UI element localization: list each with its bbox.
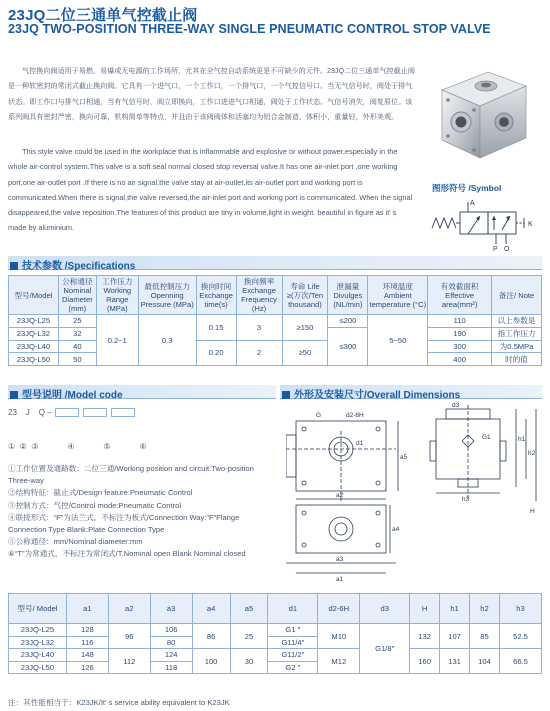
spec-header: 型号/Model (9, 276, 59, 315)
dim-cell-d3: G1/8″ (360, 624, 410, 674)
spec-header: 有效截面积 Effective area(mm²) (428, 276, 492, 315)
dim-cell-d1: G11/4″ (268, 636, 318, 649)
spec-cell-diameter: 32 (58, 327, 96, 340)
spec-cell-area: 300 (428, 340, 492, 353)
model-code-notes (8, 463, 276, 561)
dim-header: 型号/ Model (9, 594, 67, 624)
spec-table (8, 275, 542, 366)
dim-label: a3 (336, 556, 344, 563)
dim-cell-h3: 66.5 (499, 649, 541, 674)
spec-row (9, 315, 542, 328)
dim-cell-d1: G1 ″ (268, 624, 318, 637)
spec-section-title: 技术参数 /Specifications (10, 257, 135, 272)
dim-label: d3 (452, 402, 460, 409)
spec-header: 泄漏量 Divulges (NL/min) (328, 276, 368, 315)
spec-cell-leak: ≤200 (328, 315, 368, 328)
spec-cell-exchange-time: 0.20 (196, 340, 236, 366)
model-code-note: ③控制方式：气控/Control mode:Pneumatic Control (8, 500, 182, 510)
code-part: 23 (8, 408, 17, 417)
dim-cell-a3: 106 (150, 624, 192, 637)
dim-header: d3 (360, 594, 410, 624)
spec-header: 最低控制压力 Openning Pressure (MPa) (138, 276, 196, 315)
spec-cell-frequency: 3 (236, 315, 282, 341)
valve-product-image (428, 62, 536, 170)
code-box (55, 408, 79, 417)
dim-cell-model: 23JQ-L40 (9, 649, 67, 662)
dim-header: h2 (470, 594, 500, 624)
code-marker: ⑥ (139, 442, 147, 451)
dim-cell-a3: 80 (150, 636, 192, 649)
spec-cell-model: 23JQ-L25 (9, 315, 59, 328)
spec-cell-life: ≥150 (282, 315, 328, 341)
page-title-cn: 23JQ二位三通单气控截止阀 (8, 7, 198, 24)
dim-cell-model: 23JQ-L32 (9, 636, 67, 649)
spec-cell-temperature: 5~50 (368, 315, 428, 366)
dim-cell-a4: 100 (192, 649, 230, 674)
model-code-note: ④联接形式：“F”为法兰式，不标注为板式/Connection Way:“F”Flange Connection Type Blank:Plate Connection Type (8, 512, 240, 535)
dim-header-row (9, 594, 542, 624)
spec-cell-area: 190 (428, 327, 492, 340)
dim-cell-h1: 107 (440, 624, 470, 649)
model-code-note: ②结构特征：截止式/Design feature:Pneumatic Control (8, 488, 193, 498)
overall-dimensions-drawing (286, 401, 542, 581)
description-en: This style valve could be used in the workplace that is inflammable and explosive or without power,especially in the whole air-control system.This valve is a soft seal normal closed stop reversal valve.It has one air-inlet port ,one working port,one air-outlet port .If there is no air signal,the valve stay at air-outlet,its air-outlet port and working port is communicated.When there is signal,the valve reversed,the air-inlet port and working port is communicated. When the signal disappeared,the valve reposition.The features of this product are tiny in volume,light in weight. beautiful in figure as it' s made by aluminium. (8, 147, 413, 233)
dim-cell-d1: G11/2″ (268, 649, 318, 662)
spec-cell-diameter: 25 (58, 315, 96, 328)
valve-symbol-diagram (428, 194, 540, 252)
spec-header: 环境温度 Ambient temperature (°C) (368, 276, 428, 315)
dim-cell-H: 160 (410, 649, 440, 674)
model-code-note: ①工作位置及通路数：二位三通/Working position and circuit:Two-position Three-way (8, 464, 254, 486)
dim-label: a5 (400, 454, 408, 461)
dim-cell-h1: 131 (440, 649, 470, 674)
spec-header: 工作压力 Working Range (MPa) (96, 276, 138, 315)
spec-header-row (9, 276, 542, 315)
spec-cell-diameter: 40 (58, 340, 96, 353)
dim-cell-model: 23JQ-L25 (9, 624, 67, 637)
spec-cell-diameter: 50 (58, 353, 96, 366)
spec-header: 备注/ Note (492, 276, 542, 315)
dim-label: h2 (528, 450, 536, 457)
spec-cell-working-range: 0.2~1 (96, 315, 138, 366)
spec-cell-opening-pressure: 0.3 (138, 315, 196, 366)
dim-cell-a3: 118 (150, 661, 192, 674)
model-code-note: ⑥“T”为常通式，不标注为常闭式/T.Nominal open Blank Nominal closed (8, 549, 246, 559)
dim-header: a3 (150, 594, 192, 624)
dim-label: G1 (482, 434, 491, 441)
dim-cell-a5: 30 (230, 649, 268, 674)
dim-label: a2 (336, 492, 344, 499)
spec-cell-model: 23JQ-L50 (9, 353, 59, 366)
dim-label: G (316, 412, 322, 419)
symbol-label-o: O (504, 246, 510, 252)
description-cn: 气控换向阀适用于易燃、易爆或无电源的工作场所，尤其在全气控自动系统更是不可缺少的元件。23JQ二位三通单气控截止阀是一种软密封的常闭式截止换向阀。它具有一个进气口，一个工作口，一个排气口，一个气控信号口。当无气信号时，阀处于排气状态。即工作口与排气口相通，当有气信号时，阀立即换向，工作口进进气口相通，阀处于工作状态。气信号消失，阀复原位。该系列阀具有密封严密，换向可靠，机构简单等特点，并且由于该阀阀体和活塞均为铝合金制造，体积小，重量轻，外形美观。 (8, 67, 415, 121)
dim-header: h1 (440, 594, 470, 624)
spec-cell-model: 23JQ-L40 (9, 340, 59, 353)
dims-section-title: 外形及安装尺寸/Overall Dimensions (282, 386, 460, 401)
dim-label: d1 (356, 440, 364, 447)
dim-label: d2-6H (346, 412, 364, 419)
model-code-section-title: 型号说明 /Model code (10, 386, 123, 401)
dim-label: H (530, 508, 535, 515)
dim-cell-H: 132 (410, 624, 440, 649)
spec-row (9, 340, 542, 353)
spec-header: 寿命 Life ≥(万次/Ten thousand) (282, 276, 328, 315)
dim-cell-h2: 104 (470, 649, 500, 674)
dim-label: a4 (392, 526, 400, 533)
spec-header: 换向频率 Exchange Frequency (Hz) (236, 276, 282, 315)
spec-header: 换向时间 Exchange time(s) (196, 276, 236, 315)
dim-cell-a5: 25 (230, 624, 268, 649)
dim-header: a2 (108, 594, 150, 624)
dim-cell-d1: G2 ″ (268, 661, 318, 674)
spec-cell-frequency: 2 (236, 340, 282, 366)
code-box (111, 408, 135, 417)
dim-cell-a1: 148 (66, 649, 108, 662)
dim-header: d2-6H (318, 594, 360, 624)
dim-cell-a3: 124 (150, 649, 192, 662)
symbol-label-a: A (470, 200, 475, 207)
symbol-label-p: P (493, 246, 498, 252)
symbol-label-k: K (528, 221, 533, 228)
spec-cell-area: 110 (428, 315, 492, 328)
model-code-markers (8, 442, 147, 451)
footnote: 注：其性能相当于：K23JK/It' s service ability equivalent to K23JK (8, 698, 230, 707)
spec-cell-life: ≥50 (282, 340, 328, 366)
dim-cell-a4: 86 (192, 624, 230, 649)
dim-cell-a1: 128 (66, 624, 108, 637)
code-part: J (25, 408, 30, 417)
symbol-title: 图形符号 /Symbol (432, 183, 502, 193)
spec-cell-note: 为0.5MPa (492, 340, 542, 353)
code-marker: ③ (31, 442, 39, 451)
dim-header: a5 (230, 594, 268, 624)
dim-cell-model: 23JQ-L50 (9, 661, 67, 674)
spec-cell-note: 以上参数是 (492, 315, 542, 328)
dim-header: a4 (192, 594, 230, 624)
dim-cell-a1: 116 (66, 636, 108, 649)
dim-row (9, 649, 542, 662)
spec-cell-leak: ≤300 (328, 327, 368, 365)
code-part: Q (38, 408, 45, 417)
dim-row (9, 624, 542, 637)
model-code-note: ⑤公称通径：mm/Nominal diameter:mm (8, 537, 143, 547)
dim-cell-a2: 112 (108, 649, 150, 674)
dim-header: d1 (268, 594, 318, 624)
spec-header: 公称通径 Nominal Diameter (mm) (58, 276, 96, 315)
spec-cell-note: 时的值 (492, 353, 542, 366)
dim-label: h3 (462, 496, 470, 503)
code-box (83, 408, 107, 417)
spec-cell-area: 400 (428, 353, 492, 366)
dim-cell-a2: 96 (108, 624, 150, 649)
dim-label: a1 (336, 576, 344, 581)
page-title-en: 23JQ TWO-POSITION THREE-WAY SINGLE PNEUMATIC CONTROL STOP VALVE (8, 22, 491, 36)
spec-cell-exchange-time: 0.15 (196, 315, 236, 341)
code-marker: ② (19, 442, 27, 451)
code-part: – (47, 408, 52, 417)
code-marker: ④ (67, 442, 75, 451)
dim-header: a1 (66, 594, 108, 624)
code-marker: ① (8, 442, 16, 451)
spec-cell-note: 指工作压力 (492, 327, 542, 340)
dim-cell-a1: 126 (66, 661, 108, 674)
code-marker: ⑤ (103, 442, 111, 451)
dim-cell-d2: M12 (318, 649, 360, 674)
dim-cell-h3: 52.5 (499, 624, 541, 649)
dim-label: h1 (518, 436, 526, 443)
model-code-pattern (8, 408, 136, 417)
dimension-table (8, 593, 542, 674)
spec-cell-model: 23JQ-L32 (9, 327, 59, 340)
dim-cell-d2: M10 (318, 624, 360, 649)
dim-header: h3 (499, 594, 541, 624)
dim-cell-h2: 85 (470, 624, 500, 649)
dim-header: H (410, 594, 440, 624)
